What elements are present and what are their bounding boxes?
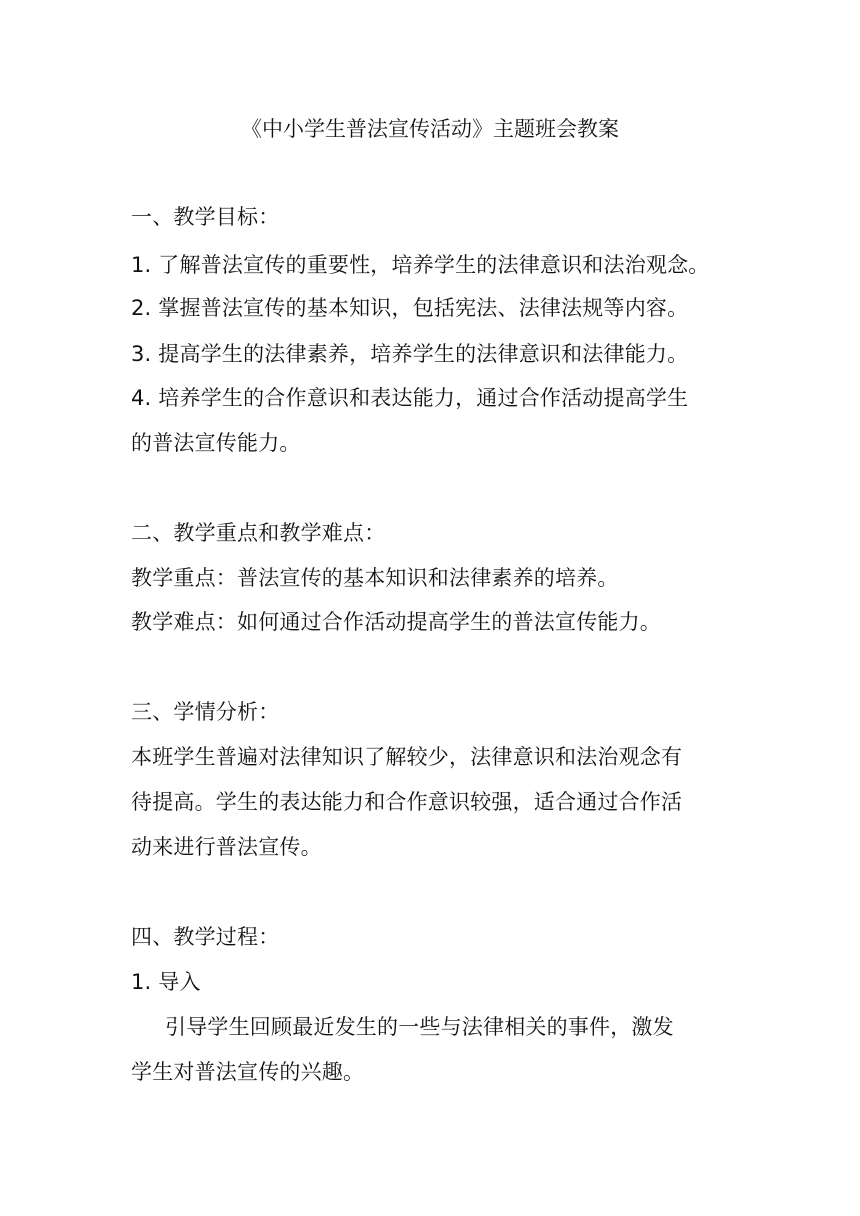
- section-heading-objectives: 一、教学目标：: [131, 205, 280, 229]
- objective-item: 2. 掌握普法宣传的基本知识，包括宪法、法律法规等内容。: [131, 296, 689, 320]
- analysis-line: 本班学生普遍对法律知识了解较少，法律意识和法治观念有: [131, 745, 683, 769]
- step-text-line: 引导学生回顾最近发生的一些与法律相关的事件，激发: [165, 1015, 674, 1039]
- difficulty-text: 教学难点：如何通过合作活动提高学生的普法宣传能力。: [131, 610, 661, 634]
- objective-item: 3. 提高学生的法律素养，培养学生的法律意识和法律能力。: [131, 342, 689, 366]
- objective-item: 4. 培养学生的合作意识和表达能力，通过合作活动提高学生: [131, 386, 689, 410]
- document-title: 《中小学生普法宣传活动》主题班会教案: [241, 117, 619, 141]
- objective-item: 1. 了解普法宣传的重要性，培养学生的法律意识和法治观念。: [131, 253, 710, 277]
- section-heading-key-points: 二、教学重点和教学难点：: [131, 521, 386, 545]
- analysis-line: 动来进行普法宣传。: [131, 835, 322, 859]
- step-title: 1. 导入: [131, 970, 201, 994]
- objective-item-continuation: 的普法宣传能力。: [131, 431, 301, 455]
- section-heading-process: 四、教学过程：: [131, 925, 280, 949]
- analysis-line: 待提高。学生的表达能力和合作意识较强，适合通过合作活: [131, 790, 683, 814]
- key-point-text: 教学重点：普法宣传的基本知识和法律素养的培养。: [131, 566, 619, 590]
- section-heading-analysis: 三、学情分析：: [131, 700, 280, 724]
- step-text-line: 学生对普法宣传的兴趣。: [131, 1060, 365, 1084]
